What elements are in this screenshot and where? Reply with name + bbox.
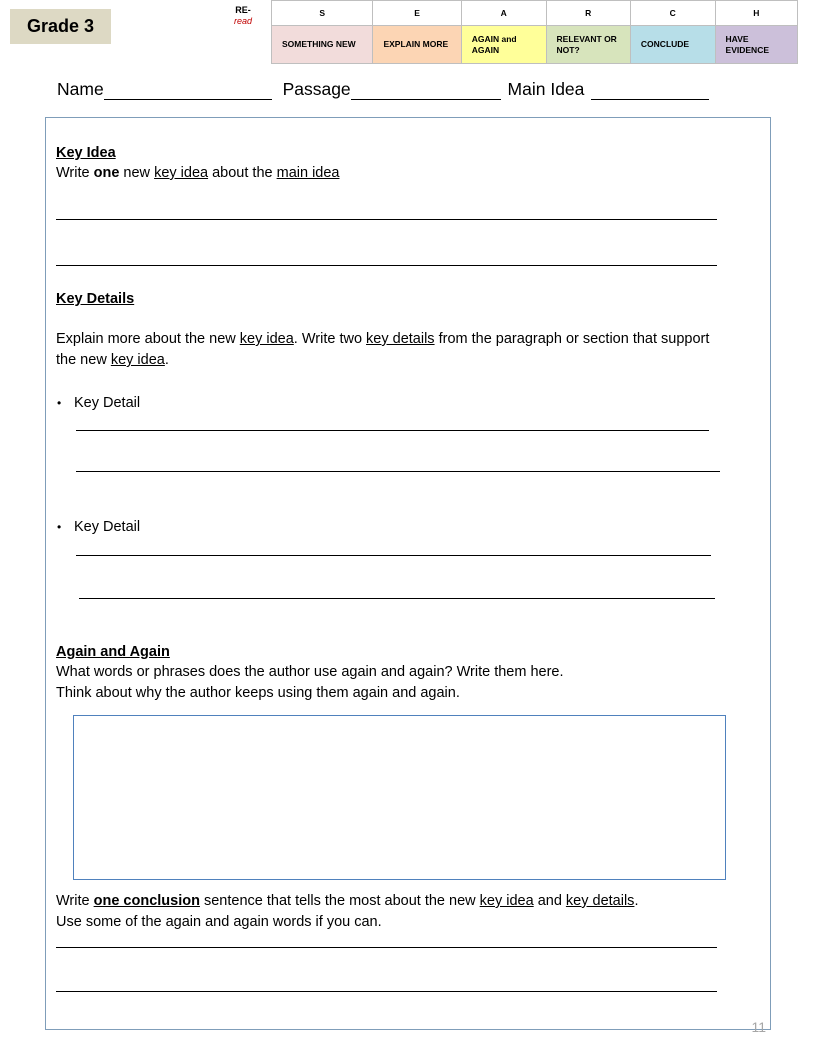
again-instructions-2: Think about why the author keeps using them again and again.	[56, 685, 460, 701]
name-label: Name	[57, 79, 104, 99]
bullet-icon: •	[57, 520, 62, 534]
key-details-instructions: Explain more about the new key idea. Write two key details from the paragraph or section that support the new key idea.	[56, 331, 710, 368]
search-letter-e: E	[373, 1, 461, 26]
key-detail-2-line-1[interactable]	[76, 555, 711, 556]
name-field[interactable]	[104, 81, 272, 100]
again-heading: Again and Again	[56, 644, 170, 660]
bullet-icon: •	[57, 396, 62, 410]
search-letter-r: R	[546, 1, 630, 26]
again-words-answer-box[interactable]	[73, 715, 726, 880]
search-letter-h: H	[715, 1, 797, 26]
conclusion-answer-line-2[interactable]	[56, 991, 717, 992]
conclusion-answer-line-1[interactable]	[56, 947, 717, 948]
passage-field[interactable]	[351, 81, 501, 100]
reread-label	[226, 5, 260, 27]
search-letter-c: C	[630, 1, 715, 26]
conclusion-instructions-2: Use some of the again and again words if you can.	[56, 914, 382, 930]
page-number: 11	[751, 1019, 766, 1035]
reread-read: read	[233, 16, 252, 26]
main-idea-label: Main Idea	[507, 79, 585, 99]
key-detail-2-label: Key Detail	[74, 519, 141, 535]
key-idea-answer-line-1[interactable]	[56, 219, 717, 220]
search-letter-s: S	[272, 1, 373, 26]
search-word-something-new: SOMETHING NEW	[272, 26, 373, 64]
search-strategy-table	[271, 0, 798, 64]
search-letter-a: A	[461, 1, 546, 26]
search-word-have-evidence: HAVE EVIDENCE	[715, 26, 797, 64]
key-detail-1-line-2[interactable]	[76, 471, 720, 472]
reread-re: RE-	[235, 5, 251, 15]
key-detail-2-line-2[interactable]	[79, 598, 715, 599]
search-word-conclude: CONCLUDE	[630, 26, 715, 64]
conclusion-instructions-1: Write one conclusion sentence that tells the most about the new key idea and key details.	[56, 893, 639, 909]
key-detail-1-label: Key Detail	[74, 395, 141, 411]
key-detail-1-line-1[interactable]	[76, 430, 709, 431]
again-instructions-1: What words or phrases does the author use again and again? Write them here.	[56, 664, 564, 680]
key-details-heading: Key Details	[56, 291, 135, 307]
key-idea-answer-line-2[interactable]	[56, 265, 717, 266]
main-idea-field[interactable]	[591, 81, 709, 100]
grade-label: Grade 3	[10, 9, 111, 44]
passage-label: Passage	[282, 79, 351, 99]
search-word-relevant: RELEVANT OR NOT?	[546, 26, 630, 64]
key-idea-instructions: Write one new key idea about the main idea	[56, 165, 340, 181]
search-word-explain-more: EXPLAIN MORE	[373, 26, 461, 64]
key-idea-heading: Key Idea	[56, 145, 116, 161]
student-info-line	[57, 79, 709, 100]
search-word-again-and-again: AGAIN and AGAIN	[461, 26, 546, 64]
